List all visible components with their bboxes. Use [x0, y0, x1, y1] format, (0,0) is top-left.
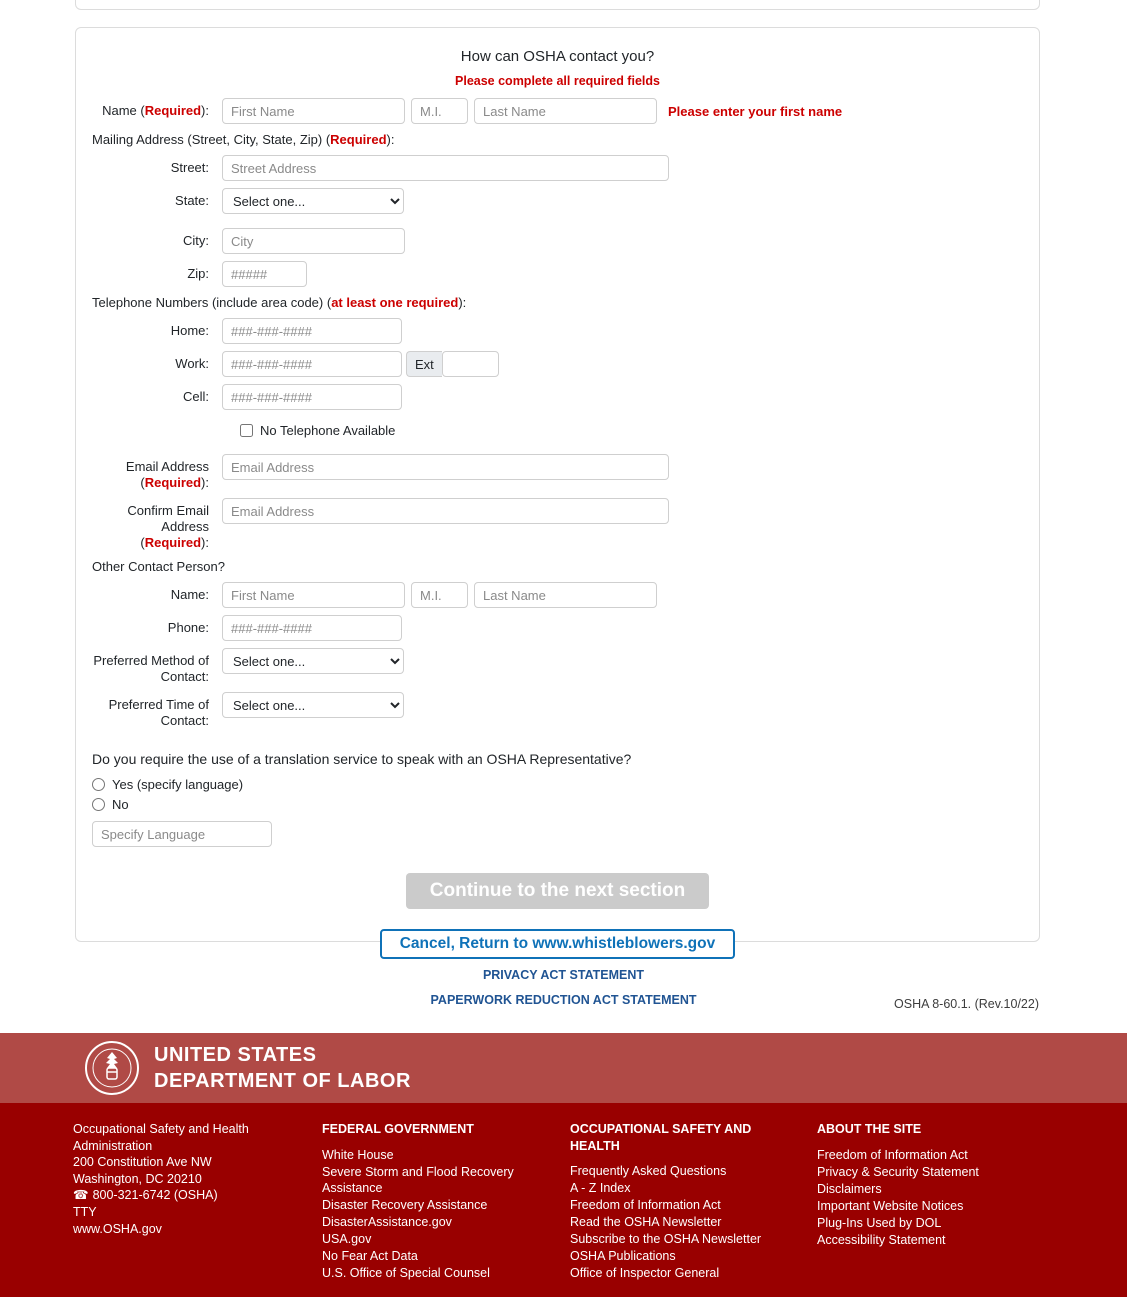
street-input[interactable] [222, 155, 669, 181]
agency-line1: UNITED STATES [154, 1044, 317, 1066]
zip-label: Zip: [187, 266, 209, 281]
preferred-time-select[interactable] [222, 692, 404, 718]
footer-link[interactable]: Freedom of Information Act [817, 1147, 968, 1162]
footer-contact-column [73, 1121, 322, 1297]
footer-address1: 200 Constitution Ave NW [73, 1155, 212, 1169]
contact-form-card [75, 27, 1040, 952]
footer-link[interactable]: USA.gov [322, 1232, 372, 1246]
footer-link[interactable]: Subscribe to the OSHA Newsletter [570, 1232, 762, 1246]
footer-link[interactable]: Accessibility Statement [817, 1232, 946, 1247]
footer-org: Occupational Safety and Health Administration [73, 1122, 249, 1153]
page-title: How can OSHA contact you? [460, 48, 655, 65]
cell-phone-label: Cell: [182, 389, 209, 404]
footer-link[interactable]: Office of Inspector General [570, 1266, 720, 1280]
translation-no-label: No [112, 797, 129, 812]
confirm-email-row [92, 498, 1023, 551]
footer-osha-column [570, 1121, 817, 1297]
preferred-method-select[interactable] [222, 648, 404, 674]
zip-input[interactable] [222, 261, 307, 287]
footer [0, 1033, 1127, 1297]
preferred-method-row [92, 648, 1023, 685]
other-phone-label: Phone: [167, 620, 209, 635]
cell-phone-row [92, 384, 1023, 410]
previous-section-card-stub [75, 0, 1040, 10]
footer-link[interactable]: A - Z Index [570, 1181, 631, 1195]
state-row [92, 188, 1023, 214]
home-phone-row [92, 318, 1023, 344]
footer-link[interactable]: Important Website Notices [817, 1198, 964, 1213]
name-row [92, 98, 1023, 124]
email-input[interactable] [222, 454, 669, 480]
specify-language-input [92, 821, 272, 847]
confirm-email-label: Confirm Email Address (Required): [127, 503, 209, 550]
email-label: Email Address (Required): [125, 459, 209, 490]
footer-link[interactable]: DisasterAssistance.gov [322, 1215, 452, 1229]
translation-yes-label: Yes (specify language) [112, 777, 244, 792]
preferred-time-label: Preferred Time of Contact: [108, 697, 209, 728]
other-name-row [92, 582, 1023, 608]
translation-no-radio[interactable] [92, 798, 105, 811]
translation-yes-radio[interactable] [92, 778, 105, 791]
work-phone-label: Work: [175, 356, 209, 371]
no-telephone-checkbox[interactable] [240, 424, 253, 437]
other-phone-input[interactable] [222, 615, 402, 641]
footer-phone-link[interactable]: 800-321-6742 (OSHA) [92, 1188, 218, 1202]
dol-seal-logo [84, 1040, 140, 1096]
state-label: State: [175, 193, 209, 208]
telephone-header: Telephone Numbers (include area code) (at least one required): [92, 295, 467, 310]
other-name-label: Name: [170, 587, 209, 602]
first-name-error: Please enter your first name [668, 104, 843, 119]
other-last-name-input[interactable] [474, 582, 657, 608]
footer-link[interactable]: Severe Storm and Flood Recovery Assistance [322, 1164, 514, 1195]
footer-column-title: OCCUPATIONAL SAFETY AND HEALTH [570, 1122, 752, 1153]
street-label: Street: [170, 160, 209, 175]
footer-address2: Washington, DC 20210 [73, 1171, 202, 1186]
translation-yes-row [92, 777, 1023, 792]
required-fields-notice: Please complete all required fields [455, 74, 660, 88]
footer-column-title: FEDERAL GOVERNMENT [322, 1122, 474, 1136]
footer-link[interactable]: No Fear Act Data [322, 1249, 418, 1263]
footer-link[interactable]: Plug-Ins Used by DOL [817, 1215, 942, 1230]
other-contact-header: Other Contact Person? [92, 559, 225, 574]
footer-about-column [817, 1121, 979, 1297]
work-ext-input[interactable] [442, 351, 499, 377]
footer-link[interactable]: Frequently Asked Questions [570, 1164, 727, 1178]
footer-link[interactable]: Freedom of Information Act [570, 1198, 721, 1212]
privacy-act-link[interactable]: PRIVACY ACT STATEMENT [482, 968, 645, 982]
name-label: Name (Required): [102, 103, 209, 118]
cell-phone-input[interactable] [222, 384, 402, 410]
preferred-time-row [92, 692, 1023, 729]
footer-link[interactable]: Read the OSHA Newsletter [570, 1215, 722, 1229]
work-ext-group [406, 351, 499, 377]
footer-link[interactable]: Privacy & Security Statement [817, 1164, 979, 1179]
work-phone-row [92, 351, 1023, 377]
city-label: City: [183, 233, 209, 248]
first-name-input[interactable] [222, 98, 405, 124]
footer-links-band [0, 1103, 1127, 1297]
city-input[interactable] [222, 228, 405, 254]
work-phone-input[interactable] [222, 351, 402, 377]
other-phone-row [92, 615, 1023, 641]
state-select[interactable] [222, 188, 404, 214]
mailing-address-header: Mailing Address (Street, City, State, Zip) (Required): [92, 132, 395, 147]
agency-line2: DEPARTMENT OF LABOR [154, 1070, 411, 1092]
footer-link[interactable]: Disclaimers [817, 1181, 882, 1196]
translation-no-row [92, 797, 1023, 812]
home-phone-label: Home: [170, 323, 209, 338]
last-name-input[interactable] [474, 98, 657, 124]
form-number: OSHA 8-60.1. (Rev.10/22) [894, 997, 1039, 1011]
other-middle-initial-input[interactable] [411, 582, 468, 608]
footer-link[interactable]: U.S. Office of Special Counsel [322, 1266, 490, 1280]
confirm-email-input[interactable] [222, 498, 669, 524]
continue-button[interactable]: Continue to the next section [406, 873, 709, 909]
footer-tty-link[interactable]: TTY [73, 1205, 97, 1219]
footer-link[interactable]: OSHA Publications [570, 1249, 676, 1263]
footer-column-title: ABOUT THE SITE [817, 1122, 922, 1136]
cancel-button[interactable]: Cancel, Return to www.whistleblowers.gov [380, 929, 736, 959]
footer-link[interactable]: White House [322, 1147, 394, 1162]
ext-addon-label: Ext [406, 351, 442, 377]
phone-icon: ☎ [73, 1188, 89, 1203]
zip-row [92, 261, 1023, 287]
no-telephone-label: No Telephone Available [260, 423, 396, 438]
city-row [92, 228, 1023, 254]
middle-initial-input[interactable] [411, 98, 468, 124]
footer-agency-band [0, 1033, 1127, 1103]
footer-website-link[interactable]: www.OSHA.gov [73, 1222, 162, 1236]
preferred-method-label: Preferred Method of Contact: [93, 653, 209, 684]
translation-question: Do you require the use of a translation service to speak with an OSHA Representative? [92, 751, 632, 767]
other-first-name-input[interactable] [222, 582, 405, 608]
footer-federal-column [322, 1121, 570, 1297]
footer-phone-line [73, 1187, 282, 1204]
home-phone-input[interactable] [222, 318, 402, 344]
paperwork-reduction-act-link[interactable]: PAPERWORK REDUCTION ACT STATEMENT [430, 993, 697, 1007]
email-row [92, 454, 1023, 491]
footer-link[interactable]: Disaster Recovery Assistance [322, 1198, 488, 1212]
agency-name [154, 1042, 411, 1094]
button-zone [92, 847, 1023, 959]
street-row [92, 155, 1023, 181]
no-telephone-row [240, 423, 1023, 438]
